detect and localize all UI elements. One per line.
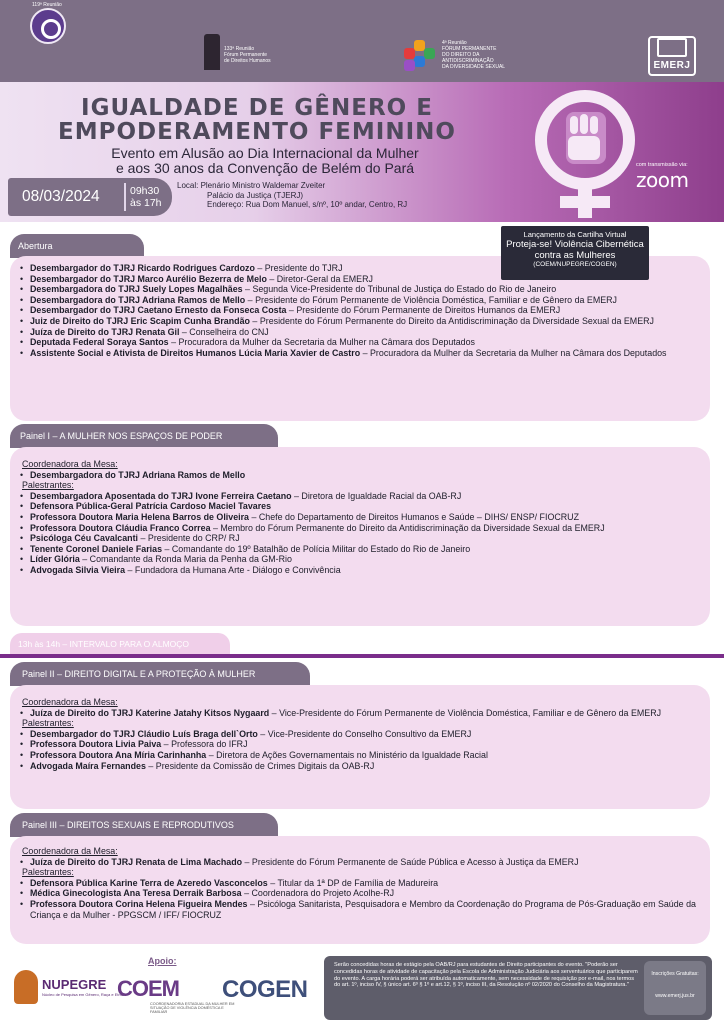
abertura-item-name: Desembargadora do TJRJ Suely Lopes Magalhães bbox=[30, 284, 243, 295]
puzzle-people-icon bbox=[404, 40, 438, 70]
speaker-item-name: Médica Ginecologista Ana Teresa Derraik Barbosa bbox=[30, 888, 242, 899]
speaker-item bbox=[18, 899, 702, 920]
painel-1-section bbox=[10, 447, 710, 626]
tab-abertura: Abertura bbox=[10, 234, 144, 258]
abertura-item-role: – Diretor-Geral da EMERJ bbox=[266, 273, 373, 284]
speaker-item-name: Advogada Maíra Fernandes bbox=[30, 760, 146, 771]
abertura-section bbox=[10, 256, 710, 421]
event-title bbox=[22, 96, 492, 144]
speaker-item bbox=[18, 491, 702, 502]
nupegre-logo bbox=[14, 970, 124, 1004]
painel-2-coord-title: Coordenadora da Mesa: bbox=[22, 697, 118, 707]
painel-1-pal-list bbox=[18, 491, 702, 576]
lunch-interval: 13h às 14h – INTERVALO PARA O ALMOÇO bbox=[10, 633, 230, 655]
coordinator-item-name: Juíza de Direito do TJRJ Renata de Lima Machado bbox=[30, 856, 243, 867]
forum-logo-119-label: 119ª Reunião bbox=[32, 2, 62, 8]
speaker-item-role: – Membro do Fórum Permanente do Direito da Antidiscriminação da Diversidade Sexual da EMERJ bbox=[210, 522, 605, 533]
event-subtitle bbox=[60, 146, 470, 176]
header-band bbox=[0, 0, 724, 82]
forum-seal-icon bbox=[30, 8, 66, 44]
speaker-item bbox=[18, 523, 702, 534]
speaker-item-role: – Diretora de Ações Governamentais no Ministério da Igualdade Racial bbox=[206, 749, 488, 760]
coordinator-item bbox=[18, 470, 702, 481]
forum-logo-133 bbox=[204, 34, 271, 70]
abertura-item-role: – Procuradora da Mulher da Secretaria da Mulher na Câmara dos Deputados bbox=[168, 337, 475, 348]
speaker-item-role: – Comandante da Ronda Maria da Penha da GM-Rio bbox=[79, 554, 292, 565]
speaker-item-name: Desembargadora Aposentada do TJRJ Ivone Ferreira Caetano bbox=[30, 490, 292, 501]
abertura-item-role: – Presidente do Fórum Permanente do Direito da Antidiscriminação da Diversidade Sexual da EMERJ bbox=[249, 315, 654, 326]
launch-line2: Proteja-se! Violência Cibernética bbox=[506, 239, 644, 250]
event-subtitle-line1: Evento em Alusão ao Dia Internacional da Mulher bbox=[111, 145, 419, 161]
abertura-item bbox=[18, 337, 702, 348]
abertura-item bbox=[18, 348, 702, 359]
abertura-item-role: – Segunda Vice-Presidente do Tribunal de Justiça do Estado do Rio de Janeiro bbox=[242, 284, 557, 295]
coem-desc: COORDENADORIA ESTADUAL DA MULHER EM SITUAÇÃO DE VIOLÊNCIA DOMÉSTICA E FAMILIAR bbox=[150, 1002, 235, 1014]
apoio-label: Apoio: bbox=[148, 956, 177, 966]
cogen-logo: COGEN bbox=[222, 976, 308, 1003]
painel-1-coord-title: Coordenadora da Mesa: bbox=[22, 459, 118, 469]
date-time-bar bbox=[8, 178, 172, 216]
abertura-item bbox=[18, 327, 702, 338]
forum-logo-antidiscrimination-label: 4ª Reunião FÓRUM PERMANENTE DO DIREITO DA ANTIDISCRIMINAÇÃO DA DIVERSIDADE SEXUAL bbox=[442, 40, 506, 70]
abertura-item-name: Desembargador do TJRJ Ricardo Rodrigues Cardozo bbox=[30, 263, 255, 273]
emerj-emblem-icon bbox=[657, 38, 687, 57]
speaker-item-name: Professora Doutora Maria Helena Barros de Oliveira bbox=[30, 511, 249, 522]
zoom-caption: com transmissão via: bbox=[636, 162, 688, 168]
abertura-item-name: Desembargador do TJRJ Caetano Ernesto da Fonseca Costa bbox=[30, 305, 287, 316]
speaker-item bbox=[18, 554, 702, 565]
abertura-item-name: Juiz de Direito do TJRJ Eric Scapim Cunha Brandão bbox=[30, 315, 250, 326]
abertura-item bbox=[18, 316, 702, 327]
tab-painel-2: Painel II – DIREITO DIGITAL E A PROTEÇÃO À MULHER bbox=[10, 662, 310, 686]
abertura-item-role: – Presidente do Fórum Permanente de Direitos Humanos da EMERJ bbox=[286, 305, 561, 316]
speaker-item-role: – Professora do IFRJ bbox=[161, 739, 248, 750]
abertura-item-name: Desembargador do TJRJ Marco Aurélio Bezerra de Melo bbox=[30, 273, 267, 284]
location-line2: Palácio da Justiça (TJERJ) bbox=[207, 190, 304, 200]
speaker-item bbox=[18, 544, 702, 555]
forum-logo-133-label: 133ª Reunião Fórum Permanente de Direitos Humanos bbox=[224, 46, 271, 64]
coordinator-item-role: – Vice-Presidente do Fórum Permanente de Violência Doméstica, Familiar e de Gênero da EMERJ bbox=[269, 707, 662, 718]
coordinator-item bbox=[18, 708, 702, 719]
speaker-item bbox=[18, 533, 702, 544]
painel-3-coord-list bbox=[18, 857, 702, 868]
registration-title: Inscrições Gratuitas: bbox=[651, 971, 699, 977]
painel-1-pal-title: Palestrantes: bbox=[22, 480, 74, 491]
abertura-item bbox=[18, 305, 702, 316]
footer-info-box bbox=[324, 956, 712, 1020]
coordinator-item-role: – Presidente do Fórum Permanente de Saúde Pública e Acesso à Justiça da EMERJ bbox=[242, 856, 579, 867]
woman-profile-icon bbox=[14, 970, 38, 1004]
speaker-item bbox=[18, 878, 702, 889]
location-line1: Local: Plenário Ministro Waldemar Zveiter bbox=[177, 181, 326, 190]
nupegre-name: NUPEGRE bbox=[42, 977, 107, 992]
speaker-item-role: – Chefe do Departamento de Direitos Humanos e Saúde – DIHS/ ENSP/ FIOCRUZ bbox=[249, 511, 580, 522]
speaker-item bbox=[18, 565, 702, 576]
speaker-item-role: – Comandante do 19º Batalhão de Polícia Militar do Estado do Rio de Janeiro bbox=[162, 543, 471, 554]
location-line3: Endereço: Rua Dom Manuel, s/nº, 10º andar, Centro, RJ bbox=[207, 200, 408, 209]
forum-logo-119 bbox=[30, 2, 66, 44]
speaker-item-name: Professora Doutora Ana Míria Carinhanha bbox=[30, 749, 207, 760]
speaker-item-role: – Vice-Presidente do Conselho Consultivo da EMERJ bbox=[257, 728, 472, 739]
abertura-item bbox=[18, 295, 702, 306]
speaker-item-role: – Titular da 1ª DP de Família de Madureira bbox=[267, 877, 439, 888]
speaker-item-name: Tenente Coronel Daniele Farias bbox=[30, 543, 163, 554]
coordinator-item bbox=[18, 857, 702, 868]
interval-divider bbox=[0, 654, 724, 658]
speaker-item-role: – Diretora de Igualdade Racial da OAB-RJ bbox=[291, 490, 462, 501]
event-date: 08/03/2024 bbox=[22, 188, 100, 205]
coordinator-item-name: Desembargadora do TJRJ Adriana Ramos de Mello bbox=[30, 469, 246, 480]
registration-link[interactable]: www.emerj.jus.br bbox=[655, 993, 695, 999]
speaker-item-role: – Presidente do CRP/ RJ bbox=[138, 533, 240, 544]
event-title-line2: EMPODERAMENTO FEMININO bbox=[58, 119, 456, 145]
speaker-item-name: Professora Doutora Corina Helena Figueira Mendes bbox=[30, 898, 248, 909]
forum-logo-antidiscrimination bbox=[404, 40, 505, 70]
speaker-item-role: – Psicóloga Sanitarista, Pesquisadora e Membro da Coordenação do Programa de Pós-Graduação em Saúde da Criança e da Mulher - PPGSCM / IFF/ FIOCRUZ bbox=[30, 898, 696, 920]
speaker-item-name: Professora Doutora Livia Paiva bbox=[30, 739, 162, 750]
speaker-item bbox=[18, 512, 702, 523]
painel-3-section bbox=[10, 836, 710, 944]
painel-2-section bbox=[10, 685, 710, 809]
abertura-item-role: – Presidente do Fórum Permanente de Violência Doméstica, Familiar e de Gênero da EMERJ bbox=[245, 294, 617, 305]
painel-3-pal-title: Palestrantes: bbox=[22, 867, 74, 878]
feminist-fist-icon bbox=[520, 88, 650, 218]
abertura-item-role: – Conselheira do CNJ bbox=[179, 326, 269, 337]
justice-statue-icon bbox=[204, 34, 220, 70]
coordinator-item-name: Juíza de Direito do TJRJ Katerine Jatahy Kitsos Nygaard bbox=[30, 707, 270, 718]
speaker-item bbox=[18, 761, 702, 772]
painel-2-pal-title: Palestrantes: bbox=[22, 718, 74, 729]
zoom-logo: zoom bbox=[636, 168, 689, 192]
speaker-item bbox=[18, 750, 702, 761]
hours-note: Serão concedidas horas de estágio pela OAB/RJ para estudantes de Direito participantes do evento. "Poderão ser concedidas horas de atividade de capacitação pela Escola de Administração Judiciária aos serventuários que participarem do evento. A carga horária poderá ser atribuída automaticamente, sem necessidade de requisição por e-mail, nos termos do art. 1º, inciso IV, § único art. 6º § 1º e art.12, § 1º, inciso III, da Resolução nº 02/2020 do Conselho da Magistratura." bbox=[334, 962, 638, 989]
abertura-item-name: Deputada Federal Soraya Santos bbox=[30, 337, 169, 348]
zoom-transmission bbox=[636, 162, 688, 192]
registration-box bbox=[644, 961, 706, 1015]
speaker-item-name: Defensora Pública Karine Terra de Azeredo Vasconcelos bbox=[30, 877, 268, 888]
abertura-item-name: Desembargadora do TJRJ Adriana Ramos de Mello bbox=[30, 294, 246, 305]
tab-painel-1: Painel I – A MULHER NOS ESPAÇOS DE PODER bbox=[10, 424, 278, 448]
nupegre-desc: Núcleo de Pesquisa em Gênero, Raça e Etnia bbox=[42, 992, 124, 997]
speaker-item bbox=[18, 729, 702, 740]
painel-2-pal-list bbox=[18, 729, 702, 771]
speaker-item bbox=[18, 888, 702, 899]
speaker-item bbox=[18, 739, 702, 750]
speaker-item-name: Líder Glória bbox=[30, 554, 80, 565]
event-title-line1: IGUALDADE DE GÊNERO E bbox=[81, 95, 433, 121]
abertura-item-name: Juíza de Direito do TJRJ Renata Gil bbox=[30, 326, 180, 337]
abertura-item-role: – Presidente do TJRJ bbox=[254, 263, 343, 273]
emerj-logo bbox=[648, 36, 696, 76]
speaker-item-role: – Coordenadora do Projeto Acolhe-RJ bbox=[241, 888, 395, 899]
speaker-item-name: Advogada Silvia Vieira bbox=[30, 564, 126, 575]
launch-line1: Lançamento da Cartilha Virtual bbox=[523, 230, 627, 239]
launch-line3: contra as Mulheres bbox=[534, 250, 616, 261]
abertura-item bbox=[18, 284, 702, 295]
speaker-item-role: – Presidente da Comissão de Crimes Digitais da OAB-RJ bbox=[145, 760, 375, 771]
painel-1-coord-list bbox=[18, 470, 702, 481]
speaker-item bbox=[18, 501, 702, 512]
event-location bbox=[177, 181, 407, 210]
abertura-item-role: – Procuradora da Mulher da Secretaria da Mulher na Câmara dos Deputados bbox=[360, 347, 667, 358]
launch-line4: (COEM/NUPEGRE/COGEN) bbox=[533, 261, 617, 268]
abertura-item-name: Assistente Social e Ativista de Direitos Humanos Lúcia Maria Xavier de Castro bbox=[30, 347, 361, 358]
coem-logo: COEM bbox=[117, 976, 179, 1001]
footer bbox=[0, 950, 724, 1024]
painel-3-coord-title: Coordenadora da Mesa: bbox=[22, 846, 118, 856]
event-time-start: 09h30 bbox=[130, 185, 160, 197]
emerj-logo-text: EMERJ bbox=[653, 60, 691, 71]
event-subtitle-line2: e aos 30 anos da Convenção de Belém do Pará bbox=[115, 160, 415, 176]
tab-painel-3: Painel III – DIREITOS SEXUAIS E REPRODUTIVOS bbox=[10, 813, 278, 837]
painel-3-pal-list bbox=[18, 878, 702, 920]
painel-2-coord-list bbox=[18, 708, 702, 719]
speaker-item-role: – Fundadora da Humana Arte - Diálogo e Convivência bbox=[125, 564, 341, 575]
speaker-item-name: Defensora Pública-Geral Patrícia Cardoso Maciel Tavares bbox=[30, 501, 272, 512]
cartilha-launch-box bbox=[501, 226, 649, 280]
speaker-item-name: Professora Doutora Cláudia Franco Correa bbox=[30, 522, 211, 533]
speaker-item-name: Psicóloga Céu Cavalcanti bbox=[30, 533, 139, 544]
event-time bbox=[126, 185, 162, 209]
speaker-item-name: Desembargador do TJRJ Cláudio Luís Braga dell`Orto bbox=[30, 728, 258, 739]
event-time-end: às 17h bbox=[130, 197, 162, 209]
